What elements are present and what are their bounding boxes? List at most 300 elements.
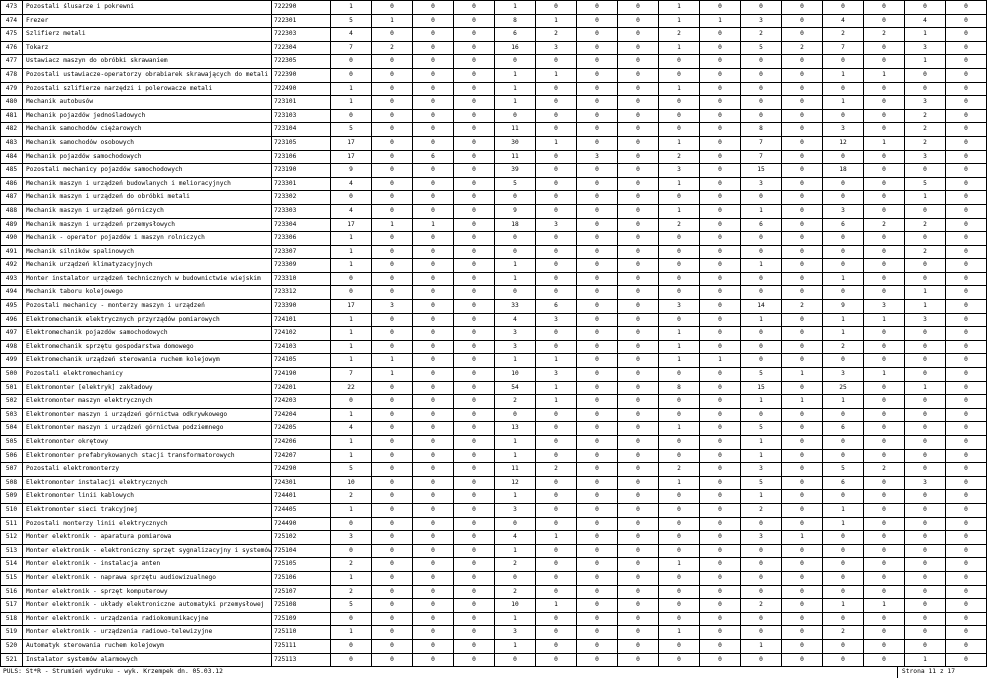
value-cell: 0 [905,639,946,653]
value-cell: 7 [741,136,782,150]
value-cell: 17 [331,218,372,232]
value-cell: 0 [372,28,413,42]
value-cell: 4 [905,14,946,28]
value-cell: 0 [577,272,618,286]
row-number-cell: 517 [1,599,23,613]
value-cell: 12 [823,136,864,150]
value-cell: 1 [741,436,782,450]
value-cell: 0 [454,109,495,123]
value-cell: 3 [823,123,864,137]
value-cell: 1 [659,558,700,572]
value-cell: 0 [618,436,659,450]
value-cell: 0 [413,558,454,572]
value-cell: 0 [782,585,823,599]
occupation-name-cell: Monter instalator urządzeń technicznych w budownictwie wiejskim [23,272,272,286]
value-cell: 1 [536,531,577,545]
value-cell: 0 [782,68,823,82]
value-cell: 0 [782,558,823,572]
value-cell: 0 [946,585,987,599]
row-number-cell: 507 [1,463,23,477]
value-cell: 0 [905,449,946,463]
value-cell: 2 [659,218,700,232]
value-cell: 1 [331,354,372,368]
value-cell: 2 [905,109,946,123]
value-cell: 0 [618,408,659,422]
value-cell: 0 [372,191,413,205]
row-number-cell: 503 [1,408,23,422]
occupation-name-cell: Pozostali elektromechanicy [23,368,272,382]
value-cell: 0 [905,82,946,96]
value-cell: 3 [536,313,577,327]
value-cell: 3 [741,463,782,477]
value-cell: 0 [618,82,659,96]
table-row [1,259,987,273]
value-cell: 0 [823,449,864,463]
table-row [1,599,987,613]
value-cell: 0 [413,381,454,395]
value-cell: 0 [659,544,700,558]
value-cell: 0 [413,245,454,259]
value-cell: 22 [331,381,372,395]
value-cell: 3 [905,150,946,164]
table-row [1,653,987,667]
value-cell: 0 [946,300,987,314]
table-row [1,123,987,137]
table-row [1,136,987,150]
value-cell: 0 [413,123,454,137]
value-cell: 0 [454,259,495,273]
value-cell: 0 [618,41,659,55]
occupation-code-cell: 725113 [272,653,331,667]
value-cell: 0 [782,408,823,422]
occupation-name-cell: Elektromonter [elektryk] zakładowy [23,381,272,395]
value-cell: 2 [536,463,577,477]
value-cell: 0 [823,82,864,96]
value-cell: 0 [864,395,905,409]
value-cell: 0 [618,368,659,382]
table-row [1,300,987,314]
value-cell: 0 [946,395,987,409]
value-cell: 0 [946,449,987,463]
value-cell: 1 [331,571,372,585]
value-cell: 0 [372,612,413,626]
value-cell: 0 [741,82,782,96]
occupation-code-cell: 724205 [272,422,331,436]
table-body [1,1,987,667]
value-cell: 1 [905,191,946,205]
value-cell: 0 [413,300,454,314]
value-cell: 0 [905,408,946,422]
value-cell: 0 [618,490,659,504]
value-cell: 0 [864,96,905,110]
value-cell: 0 [700,422,741,436]
value-cell: 0 [782,340,823,354]
value-cell: 9 [331,164,372,178]
value-cell: 0 [659,123,700,137]
value-cell: 0 [823,150,864,164]
value-cell: 0 [946,123,987,137]
value-cell: 0 [700,476,741,490]
value-cell: 3 [823,204,864,218]
value-cell: 7 [331,368,372,382]
value-cell: 2 [823,626,864,640]
occupation-name-cell: Pozostali elektromonterzy [23,463,272,477]
value-cell: 0 [618,28,659,42]
occupation-code-cell: 722490 [272,82,331,96]
value-cell: 0 [864,626,905,640]
value-cell: 0 [413,476,454,490]
value-cell: 0 [700,313,741,327]
value-cell: 0 [413,653,454,667]
value-cell: 0 [331,55,372,69]
occupation-name-cell: Mechanik urządzeń klimatyzacyjnych [23,259,272,273]
value-cell: 0 [413,544,454,558]
value-cell: 0 [536,408,577,422]
row-number-cell: 476 [1,41,23,55]
value-cell: 1 [659,136,700,150]
value-cell: 0 [946,531,987,545]
value-cell: 11 [495,123,536,137]
table-row [1,340,987,354]
value-cell: 0 [618,272,659,286]
value-cell: 0 [659,653,700,667]
value-cell: 0 [372,490,413,504]
occupation-name-cell: Monter elektronik - elektroniczny sprzęt sygnalizacyjny i systemów [23,544,272,558]
value-cell: 0 [536,653,577,667]
value-cell: 0 [823,639,864,653]
value-cell: 2 [823,340,864,354]
value-cell: 0 [700,136,741,150]
occupation-name-cell: Monter elektronik - układy elektroniczne automatyki przemysłowej [23,599,272,613]
value-cell: 0 [372,123,413,137]
value-cell: 3 [536,218,577,232]
occupation-name-cell: Elektromechanik elektrycznych przyrządów pomiarowych [23,313,272,327]
value-cell: 0 [782,136,823,150]
value-cell: 0 [618,218,659,232]
occupation-name-cell: Frezer [23,14,272,28]
value-cell: 0 [413,259,454,273]
value-cell: 0 [659,272,700,286]
value-cell: 0 [454,150,495,164]
value-cell: 3 [495,340,536,354]
occupation-name-cell: Mechanik samochodów ciężarowych [23,123,272,137]
value-cell: 0 [741,245,782,259]
value-cell: 7 [331,41,372,55]
value-cell: 0 [454,422,495,436]
value-cell: 0 [823,436,864,450]
value-cell: 3 [536,41,577,55]
value-cell: 0 [372,585,413,599]
value-cell: 0 [331,517,372,531]
value-cell: 1 [782,395,823,409]
value-cell: 0 [413,55,454,69]
value-cell: 0 [864,408,905,422]
value-cell: 0 [782,55,823,69]
value-cell: 0 [946,41,987,55]
value-cell: 1 [372,14,413,28]
row-number-cell: 482 [1,123,23,137]
value-cell: 0 [782,14,823,28]
value-cell: 0 [413,313,454,327]
value-cell: 0 [413,136,454,150]
row-number-cell: 475 [1,28,23,42]
value-cell: 1 [331,503,372,517]
value-cell: 0 [454,612,495,626]
occupation-name-cell: Mechanik silników spalinowych [23,245,272,259]
value-cell: 0 [946,463,987,477]
value-cell: 6 [536,300,577,314]
value-cell: 0 [618,544,659,558]
occupation-code-cell: 724201 [272,381,331,395]
value-cell: 0 [618,150,659,164]
value-cell: 0 [700,259,741,273]
occupation-name-cell: Elektromonter maszyn i urządzeń górnictwa podziemnego [23,422,272,436]
occupation-name-cell: Mechanik maszyn i urządzeń górniczych [23,204,272,218]
value-cell: 1 [741,395,782,409]
value-cell: 0 [946,136,987,150]
value-cell: 0 [618,313,659,327]
row-number-cell: 511 [1,517,23,531]
value-cell: 0 [946,571,987,585]
value-cell: 1 [331,327,372,341]
value-cell: 0 [618,599,659,613]
value-cell: 0 [413,368,454,382]
value-cell: 0 [946,14,987,28]
value-cell: 0 [782,259,823,273]
value-cell: 0 [454,1,495,15]
occupation-name-cell: Mechanik - operator pojazdów i maszyn rolniczych [23,232,272,246]
value-cell: 0 [864,191,905,205]
value-cell: 0 [536,286,577,300]
value-cell: 0 [372,558,413,572]
value-cell: 9 [823,300,864,314]
value-cell: 1 [659,41,700,55]
value-cell: 5 [495,177,536,191]
occupation-name-cell: Tokarz [23,41,272,55]
value-cell: 0 [413,599,454,613]
value-cell: 0 [618,232,659,246]
row-number-cell: 508 [1,476,23,490]
value-cell: 0 [659,585,700,599]
occupation-code-cell: 724105 [272,354,331,368]
table-row [1,82,987,96]
value-cell: 2 [905,136,946,150]
row-number-cell: 510 [1,503,23,517]
value-cell: 1 [372,354,413,368]
value-cell: 0 [413,204,454,218]
value-cell: 6 [823,476,864,490]
table-row [1,571,987,585]
table-row [1,164,987,178]
value-cell: 0 [741,68,782,82]
value-cell: 5 [741,476,782,490]
value-cell: 0 [577,55,618,69]
occupation-name-cell: Automatyk sterowania ruchem kolejowym [23,639,272,653]
value-cell: 0 [741,653,782,667]
value-cell: 0 [577,571,618,585]
occupation-name-cell: Monter elektronik - urządzenia radiokomunikacyjne [23,612,272,626]
value-cell: 0 [454,300,495,314]
row-number-cell: 484 [1,150,23,164]
value-cell: 1 [741,639,782,653]
value-cell: 0 [700,177,741,191]
value-cell: 0 [946,381,987,395]
occupation-name-cell: Pozostali monterzy linii elektrycznych [23,517,272,531]
row-number-cell: 513 [1,544,23,558]
value-cell: 0 [659,68,700,82]
value-cell: 0 [618,422,659,436]
value-cell: 0 [700,28,741,42]
value-cell: 0 [372,599,413,613]
value-cell: 16 [495,41,536,55]
value-cell: 0 [782,463,823,477]
value-cell: 0 [741,191,782,205]
value-cell: 0 [864,503,905,517]
value-cell: 0 [413,1,454,15]
value-cell: 0 [372,571,413,585]
value-cell: 0 [700,218,741,232]
value-cell: 2 [536,28,577,42]
table-row [1,14,987,28]
value-cell: 0 [700,82,741,96]
value-cell: 0 [618,259,659,273]
table-row [1,585,987,599]
value-cell: 0 [372,245,413,259]
value-cell: 1 [331,449,372,463]
value-cell: 0 [618,463,659,477]
value-cell: 1 [741,204,782,218]
value-cell: 0 [536,82,577,96]
value-cell: 4 [823,14,864,28]
value-cell: 0 [577,68,618,82]
occupation-name-cell: Mechanik autobusów [23,96,272,110]
value-cell: 1 [864,599,905,613]
value-cell: 0 [782,571,823,585]
value-cell: 0 [782,28,823,42]
table-row [1,408,987,422]
occupation-name-cell: Mechanik maszyn i urządzeń przemysłowych [23,218,272,232]
footer-print-info: PULS: St*R - Strumień wydruku - wyk. Krzempek dn. 05.03.12 [3,668,223,675]
value-cell: 0 [618,571,659,585]
row-number-cell: 486 [1,177,23,191]
value-cell: 0 [454,55,495,69]
value-cell: 0 [946,490,987,504]
value-cell: 0 [659,408,700,422]
value-cell: 0 [905,490,946,504]
row-number-cell: 514 [1,558,23,572]
value-cell: 0 [659,436,700,450]
value-cell: 0 [946,109,987,123]
value-cell: 6 [495,28,536,42]
value-cell: 0 [700,449,741,463]
value-cell: 1 [659,422,700,436]
value-cell: 0 [905,354,946,368]
value-cell: 0 [454,28,495,42]
occupation-code-cell: 725110 [272,626,331,640]
value-cell: 0 [823,408,864,422]
value-cell: 0 [700,612,741,626]
value-cell: 0 [413,96,454,110]
value-cell: 1 [823,313,864,327]
value-cell: 1 [331,82,372,96]
row-number-cell: 489 [1,218,23,232]
value-cell: 0 [413,449,454,463]
value-cell: 0 [454,490,495,504]
occupation-code-cell: 723304 [272,218,331,232]
value-cell: 0 [905,571,946,585]
occupation-name-cell: Elektromonter sieci trakcyjnej [23,503,272,517]
value-cell: 0 [782,354,823,368]
value-cell: 8 [741,123,782,137]
value-cell: 3 [905,96,946,110]
value-cell: 0 [864,639,905,653]
value-cell: 0 [454,354,495,368]
occupation-code-cell: 723390 [272,300,331,314]
value-cell: 8 [659,381,700,395]
value-cell: 0 [659,55,700,69]
occupation-name-cell: Elektromonter prefabrykowanych stacji transformatorowych [23,449,272,463]
value-cell: 33 [495,300,536,314]
value-cell: 0 [372,136,413,150]
value-cell: 0 [536,232,577,246]
value-cell: 0 [618,14,659,28]
row-number-cell: 494 [1,286,23,300]
value-cell: 0 [618,639,659,653]
value-cell: 0 [577,340,618,354]
value-cell: 0 [536,55,577,69]
value-cell: 0 [700,585,741,599]
value-cell: 0 [536,585,577,599]
value-cell: 0 [577,109,618,123]
value-cell: 5 [823,463,864,477]
value-cell: 0 [454,408,495,422]
value-cell: 0 [659,531,700,545]
value-cell: 0 [782,82,823,96]
occupation-code-cell: 725109 [272,612,331,626]
value-cell: 0 [905,436,946,450]
value-cell: 1 [823,327,864,341]
value-cell: 0 [413,177,454,191]
value-cell: 0 [864,82,905,96]
value-cell: 5 [741,368,782,382]
occupation-code-cell: 725105 [272,558,331,572]
value-cell: 0 [700,503,741,517]
value-cell: 4 [495,313,536,327]
value-cell: 1 [536,599,577,613]
value-cell: 0 [782,612,823,626]
value-cell: 13 [495,422,536,436]
table-row [1,204,987,218]
value-cell: 1 [700,354,741,368]
value-cell: 0 [577,245,618,259]
value-cell: 0 [372,164,413,178]
value-cell: 0 [823,531,864,545]
value-cell: 0 [905,259,946,273]
value-cell: 0 [700,286,741,300]
table-row [1,368,987,382]
value-cell: 0 [577,503,618,517]
value-cell: 0 [905,68,946,82]
occupation-name-cell: Elektromechanik urządzeń sterowania ruchem kolejowym [23,354,272,368]
value-cell: 0 [413,463,454,477]
value-cell: 5 [331,123,372,137]
occupation-code-cell: 724102 [272,327,331,341]
value-cell: 0 [577,626,618,640]
value-cell: 0 [618,395,659,409]
value-cell: 2 [905,123,946,137]
value-cell: 2 [823,28,864,42]
value-cell: 5 [741,41,782,55]
